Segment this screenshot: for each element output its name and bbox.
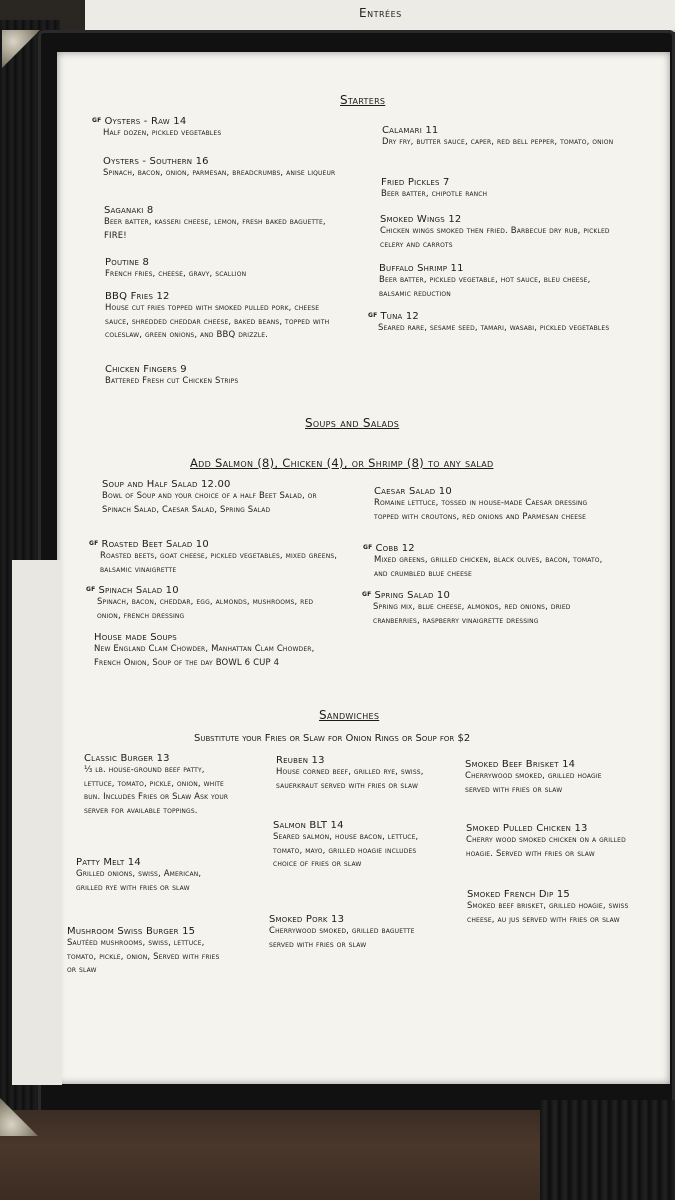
menu-item: [94, 632, 339, 670]
menu-item: [103, 156, 348, 181]
item-description: Beer batter, pickled vegetable, hot sauce, bleu cheese, balsamic reduction: [379, 275, 591, 299]
previous-page-title: Entrées: [359, 6, 402, 20]
menu-item: [382, 125, 622, 150]
item-description: Dry fry, butter sauce, caper, red bell pepper, tomato, onion: [382, 137, 614, 147]
menu-item: [92, 116, 342, 141]
menu-item: [269, 914, 429, 952]
menu-item: [380, 214, 625, 252]
menu-item: [102, 479, 342, 517]
menu-item: [67, 926, 227, 978]
menu-item: [276, 755, 431, 793]
menu-item: [104, 205, 349, 243]
menu-item: [465, 759, 625, 797]
gluten-free-badge: GF: [368, 312, 378, 319]
item-name: Mushroom Swiss Burger 15: [67, 926, 196, 937]
menu-item: [105, 257, 350, 282]
item-name: BBQ Fries 12: [105, 291, 170, 302]
item-name: Smoked French Dip 15: [467, 889, 570, 900]
menu-item: [89, 539, 349, 577]
menu-item: [368, 311, 618, 336]
item-description: Mixed greens, grilled chicken, black olives, bacon, tomato, and crumbled blue cheese: [374, 555, 603, 579]
menu-item: [374, 486, 614, 524]
menu-item: [467, 889, 632, 927]
binder-stack-right: [540, 1100, 675, 1200]
item-name: Smoked Wings 12: [380, 214, 462, 225]
gluten-free-badge: GF: [362, 591, 372, 598]
item-description: Chicken wings smoked then fried. Barbecue dry rub, pickled celery and carrots: [380, 226, 610, 250]
item-description: Spinach, bacon, onion, parmesan, breadcrumbs, anise liqueur: [103, 168, 336, 178]
item-name: Spinach Salad 10: [98, 585, 179, 596]
soups-salads-heading: Soups and Salads: [305, 416, 400, 430]
item-description: Seared rare, sesame seed, tamari, wasabi, pickled vegetables: [378, 323, 610, 333]
menu-item: [105, 364, 345, 389]
menu-item: [363, 543, 613, 581]
item-name: Reuben 13: [276, 755, 325, 766]
menu-page-lower-edge: [12, 560, 62, 1085]
menu-item: [86, 585, 336, 623]
item-name: Classic Burger 13: [84, 753, 170, 764]
item-name: Cobb 12: [375, 543, 415, 554]
item-name: House made Soups: [94, 632, 177, 643]
item-description: Grilled onions, swiss, American, grilled rye with fries or slaw: [76, 869, 202, 893]
item-name: Saganaki 8: [104, 205, 154, 216]
item-description: Sautéed mushrooms, swiss, lettuce, tomato, pickle, onion, Served with fries or slaw: [67, 938, 220, 975]
substitute-note: Substitute your Fries or Slaw for Onion Rings or Soup for $2: [194, 733, 471, 744]
item-description: Romaine lettuce, tossed in house-made Caesar dressing topped with croutons, red onions and Parmesan cheese: [374, 498, 588, 522]
menu-item: [84, 753, 234, 818]
menu-item: [362, 590, 617, 628]
gluten-free-badge: GF: [363, 544, 373, 551]
item-name: Spring Salad 10: [374, 590, 451, 601]
item-name: Chicken Fingers 9: [105, 364, 187, 375]
item-name: Patty Melt 14: [76, 857, 141, 868]
sandwiches-heading: Sandwiches: [319, 708, 380, 722]
item-name: Caesar Salad 10: [374, 486, 452, 497]
item-name: Poutine 8: [105, 257, 150, 268]
item-name: Tuna 12: [380, 311, 419, 322]
item-description: House corned beef, grilled rye, swiss, sauerkraut served with fries or slaw: [276, 767, 424, 791]
item-description: New England Clam Chowder, Manhattan Clam Chowder, French Onion, Soup of the day BOWL 6 CUP 4: [94, 644, 315, 668]
gluten-free-badge: GF: [86, 586, 96, 593]
item-name: Calamari 11: [382, 125, 439, 136]
item-description: Half dozen, pickled vegetables: [103, 128, 222, 138]
item-description: Cherrywood smoked, grilled hoagie served with fries or slaw: [465, 771, 602, 795]
item-description: ⅓ lb. house-ground beef patty, lettuce, tomato, pickle, onion, white bun. Includes Fries or Slaw Ask your server for available toppings.: [84, 765, 229, 816]
menu-item: [273, 820, 428, 872]
item-description: Bowl of Soup and your choice of a half Beet Salad, or Spinach Salad, Caesar Salad, Spring Salad: [102, 491, 317, 515]
item-description: Cherrywood smoked, grilled baguette served with fries or slaw: [269, 926, 415, 950]
item-name: Oysters - Southern 16: [103, 156, 209, 167]
item-description: Seared salmon, house bacon, lettuce, tomato, mayo, grilled hoagie includes choice of fries or slaw: [273, 832, 419, 869]
item-name: Roasted Beet Salad 10: [101, 539, 209, 550]
item-name: Fried Pickles 7: [381, 177, 450, 188]
starters-heading: Starters: [340, 93, 386, 107]
item-description: Spinach, bacon, cheddar, egg, almonds, mushrooms, red onion, french dressing: [97, 597, 314, 621]
gluten-free-badge: GF: [89, 540, 99, 547]
item-description: Roasted beets, goat cheese, pickled vegetables, mixed greens, balsamic vinaigrette: [100, 551, 338, 575]
item-name: Smoked Beef Brisket 14: [465, 759, 576, 770]
previous-menu-page: [85, 0, 675, 32]
item-description: Spring mix, blue cheese, almonds, red onions, dried cranberries, raspberry vinaigrette dressing: [373, 602, 571, 626]
item-name: Salmon BLT 14: [273, 820, 344, 831]
item-description: House cut fries topped with smoked pulled pork, cheese sauce, shredded cheddar cheese, baked beans, topped with coleslaw, green onions, and BBQ drizzle.: [105, 303, 330, 340]
item-name: Soup and Half Salad 12.00: [102, 479, 231, 490]
item-description: Battered Fresh cut Chicken Strips: [105, 376, 239, 386]
item-description: Beer batter, kasseri cheese, lemon, fresh baked baguette, FIRE!: [104, 217, 326, 241]
item-description: Smoked beef brisket, grilled hoagie, swiss cheese, au jus served with fries or slaw: [467, 901, 629, 925]
item-name: Oysters - Raw 14: [104, 116, 187, 127]
menu-item: [381, 177, 621, 202]
item-name: Buffalo Shrimp 11: [379, 263, 464, 274]
menu-item: [466, 823, 626, 861]
menu-item: [105, 291, 345, 343]
add-protein-note: Add Salmon (8), Chicken (4), or Shrimp (8) to any salad: [190, 456, 494, 470]
item-description: French fries, cheese, gravy, scallion: [105, 269, 247, 279]
menu-item: [379, 263, 624, 301]
item-name: Smoked Pulled Chicken 13: [466, 823, 588, 834]
item-description: Cherry wood smoked chicken on a grilled hoagie. Served with fries or slaw: [466, 835, 626, 859]
gluten-free-badge: GF: [92, 117, 102, 124]
menu-item: [76, 857, 226, 895]
item-description: Beer batter, chipotle ranch: [381, 189, 488, 199]
item-name: Smoked Pork 13: [269, 914, 345, 925]
